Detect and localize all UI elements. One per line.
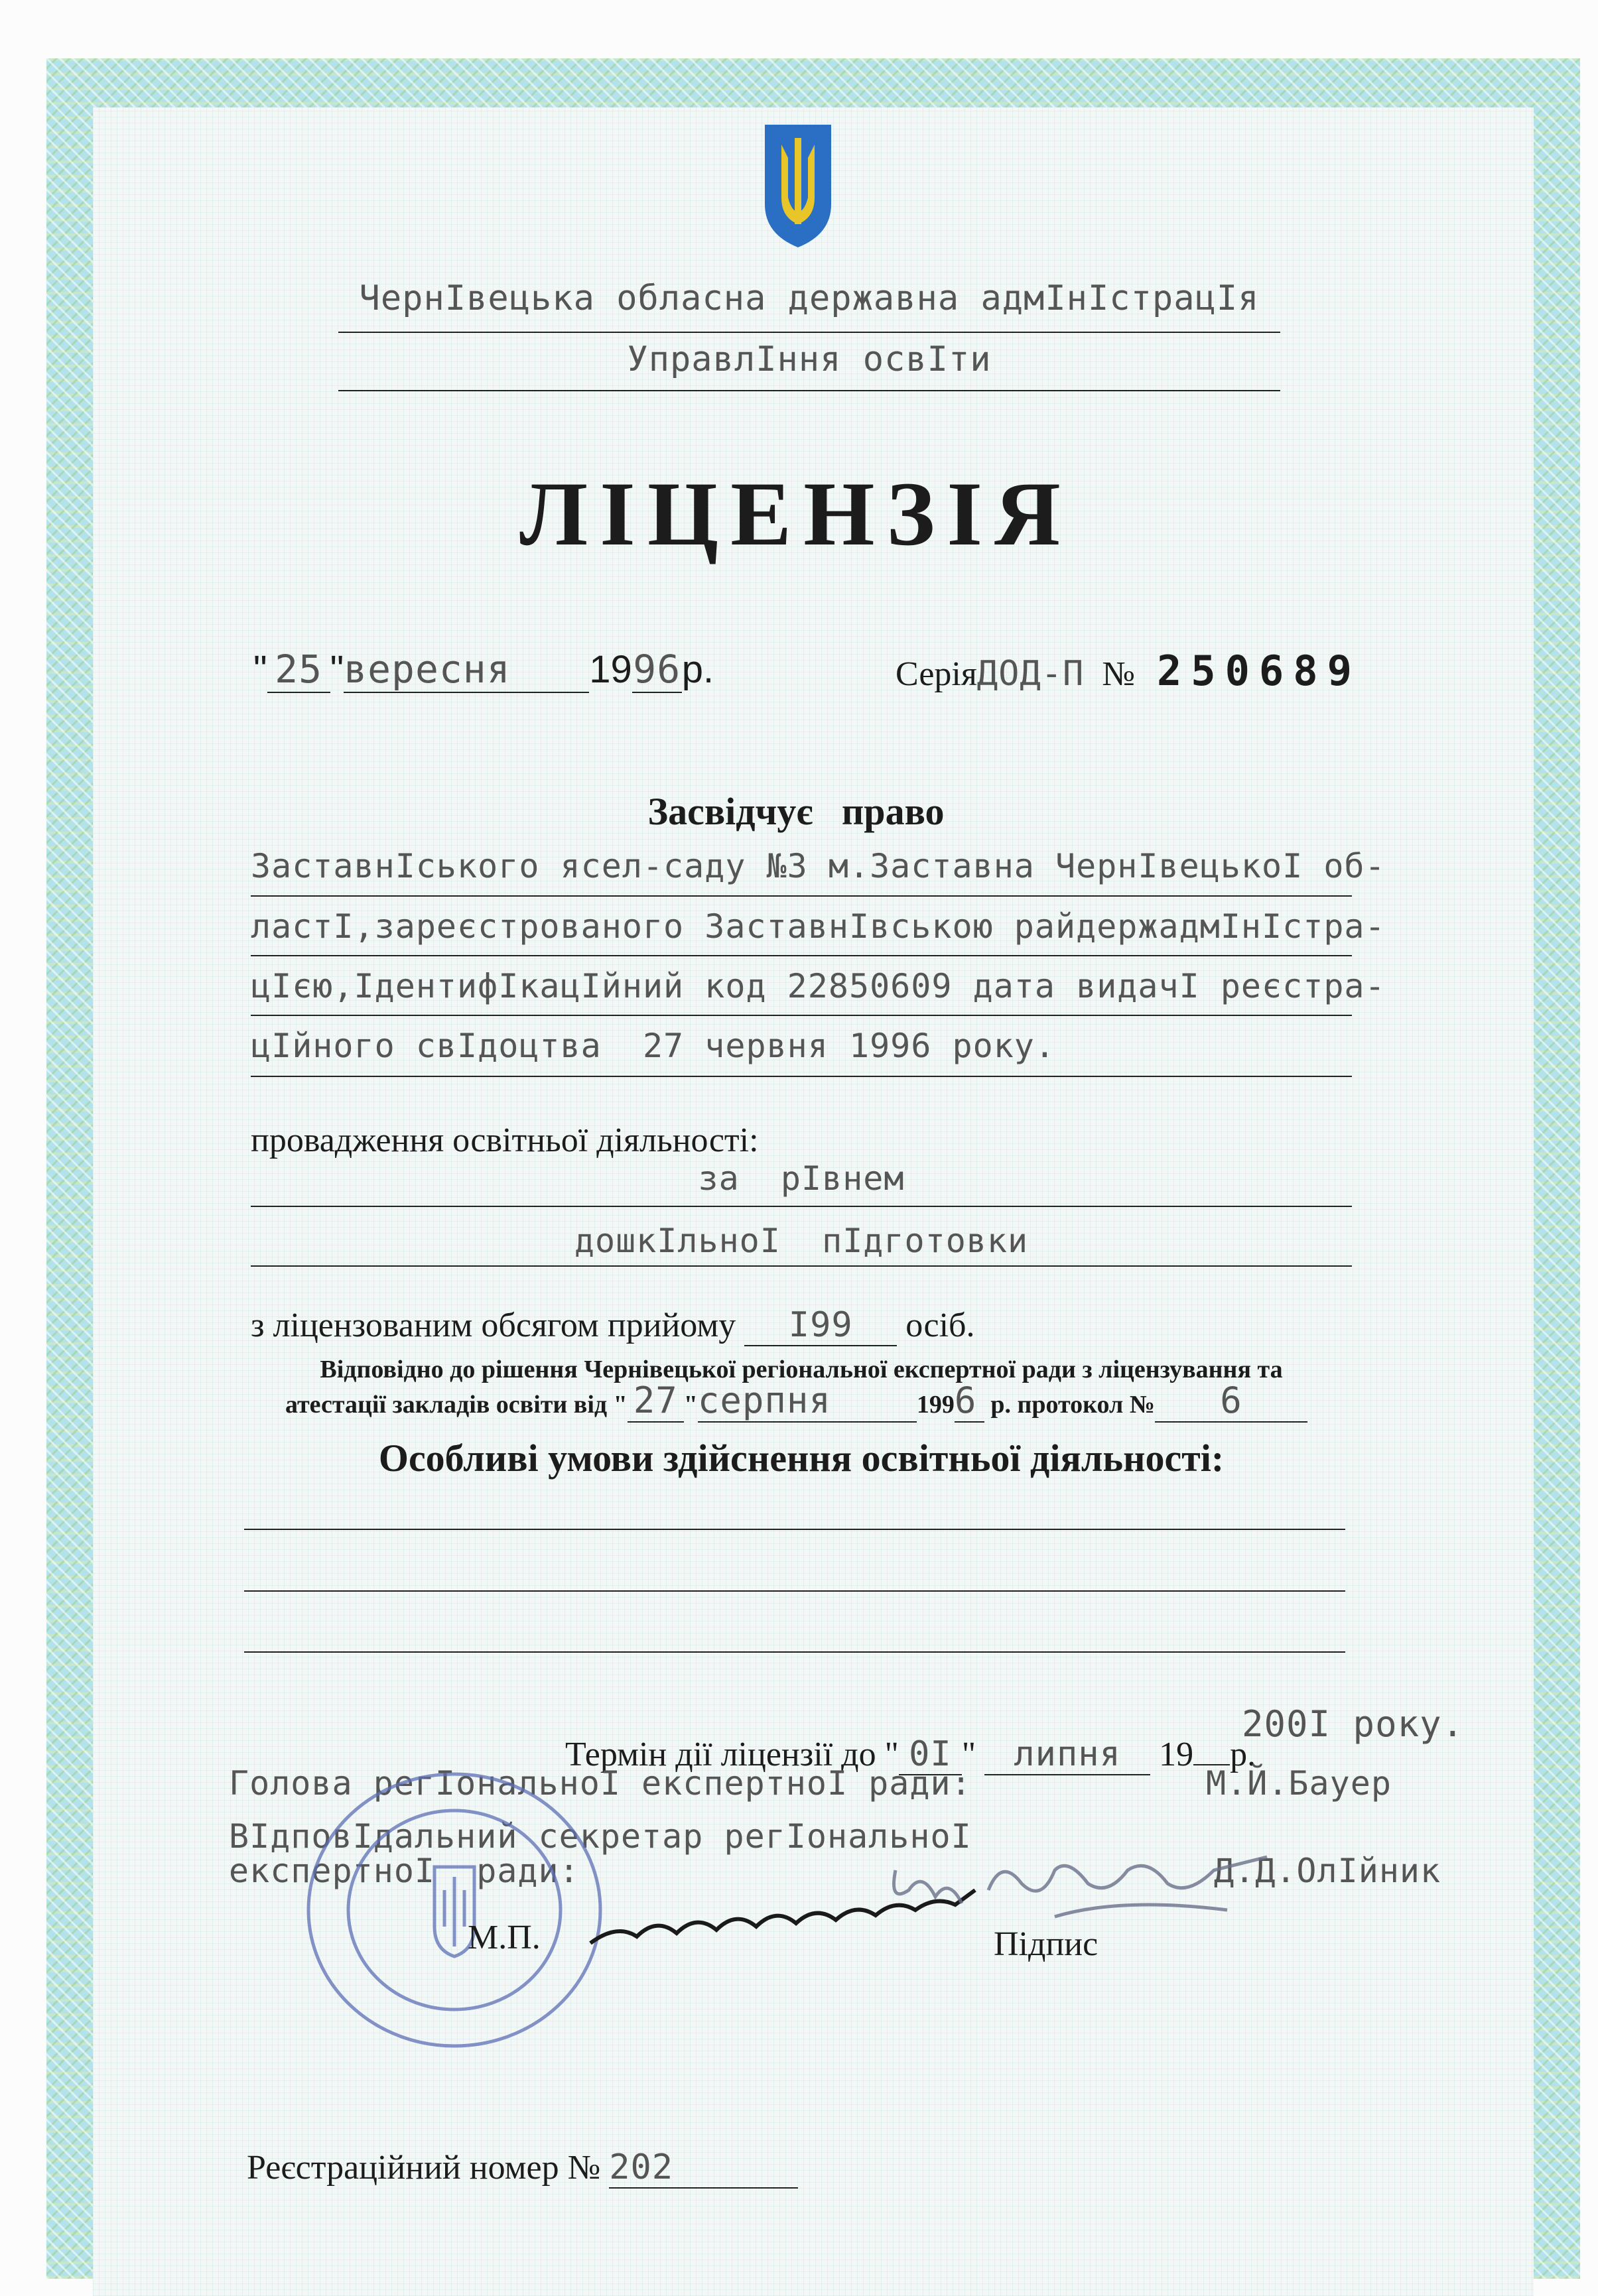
issue-year: 96	[633, 647, 681, 692]
issue-date	[253, 647, 714, 693]
decision-line: Відповідно до рішення Чернівецької регіональної експертної ради з ліцензування та	[320, 1356, 1283, 1383]
decision-prefix: атестації закладів освіти від "	[285, 1391, 628, 1419]
decision-date	[285, 1379, 1307, 1423]
divider	[251, 1015, 1352, 1016]
capacity-prefix: з ліцензованим обсягом прийому	[251, 1307, 736, 1344]
certifies-heading: Засвідчує право	[647, 790, 945, 833]
validity-day: 0I	[899, 1734, 962, 1775]
registration-label: Реєстраційний номер №	[247, 2149, 601, 2187]
secretary-label: експертноI ради:	[229, 1852, 580, 1890]
series-label: Серія	[896, 655, 977, 693]
activity-label: провадження освітньої діяльності:	[251, 1121, 759, 1159]
seal-label: М.П.	[468, 1919, 541, 1956]
document-title: ЛІЦЕНЗІЯ	[519, 463, 1073, 564]
divider	[251, 955, 1352, 956]
license-number: 250689	[1156, 647, 1361, 695]
divider	[251, 1076, 1352, 1077]
holder-line: цIєю,IдентифIкацIйний код 22850609 дата видачI реєстра-	[251, 967, 1386, 1005]
divider	[244, 1590, 1345, 1592]
divider	[338, 390, 1280, 391]
year-prefix: 19	[589, 648, 632, 691]
quote-mark: "	[253, 648, 267, 691]
issuing-authority: ЧернIвецька обласна державна адмIнIстрацIя	[359, 279, 1260, 318]
holder-line: цIйного свIдоцтва 27 червня 1996 року.	[251, 1027, 1055, 1065]
series-number	[896, 647, 1361, 695]
holder-line: ЗаставнIського ясел-саду №3 м.Заставна ЧернIвецькоI об-	[251, 847, 1386, 885]
protocol-number: 6	[1155, 1379, 1307, 1423]
signature-label: Підпис	[994, 1925, 1099, 1963]
divider	[338, 332, 1280, 333]
decision-year-prefix: 199	[916, 1391, 955, 1419]
validity-prefix: Термін дії ліцензії до "	[565, 1736, 899, 1773]
capacity-value: I99	[744, 1305, 897, 1346]
decision-month: серпня	[698, 1379, 917, 1423]
decision-year: 6	[955, 1379, 984, 1423]
validity-month: липня	[984, 1734, 1150, 1775]
series-value: ДОД-П	[976, 654, 1085, 694]
secretary-label: ВIдповIдальний секретар регIональноI	[229, 1817, 972, 1856]
validity-year-override: 200I року.	[1242, 1703, 1465, 1745]
validity-year-prefix: 19	[1159, 1736, 1194, 1773]
activity-type: дошкIльноI пIдготовки	[574, 1222, 1029, 1260]
registration-number: 202	[609, 2147, 798, 2189]
capacity-suffix: осіб.	[905, 1307, 975, 1344]
issuing-department: УправлIння освIти	[627, 340, 992, 379]
quote-mark: "	[683, 1391, 698, 1419]
divider	[251, 895, 1352, 897]
year-unit: р.	[681, 648, 714, 691]
capacity	[251, 1305, 975, 1346]
divider	[244, 1651, 1345, 1653]
head-name: М.Й.Бауер	[1206, 1764, 1392, 1803]
head-label: Голова регIональноI експертноI ради:	[229, 1764, 972, 1803]
issue-month: вересня	[344, 647, 589, 693]
divider	[251, 1265, 1352, 1267]
divider	[244, 1529, 1345, 1530]
official-seal-stamp	[302, 1767, 607, 2053]
conditions-heading: Особливі умови здійснення освітньої діяльності:	[378, 1436, 1225, 1480]
holder-line: ластI,зареєстрованого ЗаставнIвською райдержадмIнIстра-	[251, 907, 1386, 946]
quote-mark: "	[961, 1736, 976, 1773]
trident-emblem-icon	[762, 118, 834, 251]
number-label: №	[1102, 655, 1135, 693]
quote-mark: "	[330, 648, 344, 691]
issue-day: 25	[267, 647, 330, 693]
divider	[251, 1206, 1352, 1207]
activity-level: за рIвнем	[698, 1159, 905, 1198]
decision-day: 27	[628, 1379, 684, 1423]
protocol-label: р. протокол №	[990, 1391, 1156, 1419]
registration	[247, 2147, 798, 2189]
secretary-name: Д.Д.ОлIйник	[1214, 1852, 1441, 1890]
validity-year-unit: р.	[1230, 1736, 1256, 1773]
handwritten-signature	[577, 1844, 1347, 1976]
